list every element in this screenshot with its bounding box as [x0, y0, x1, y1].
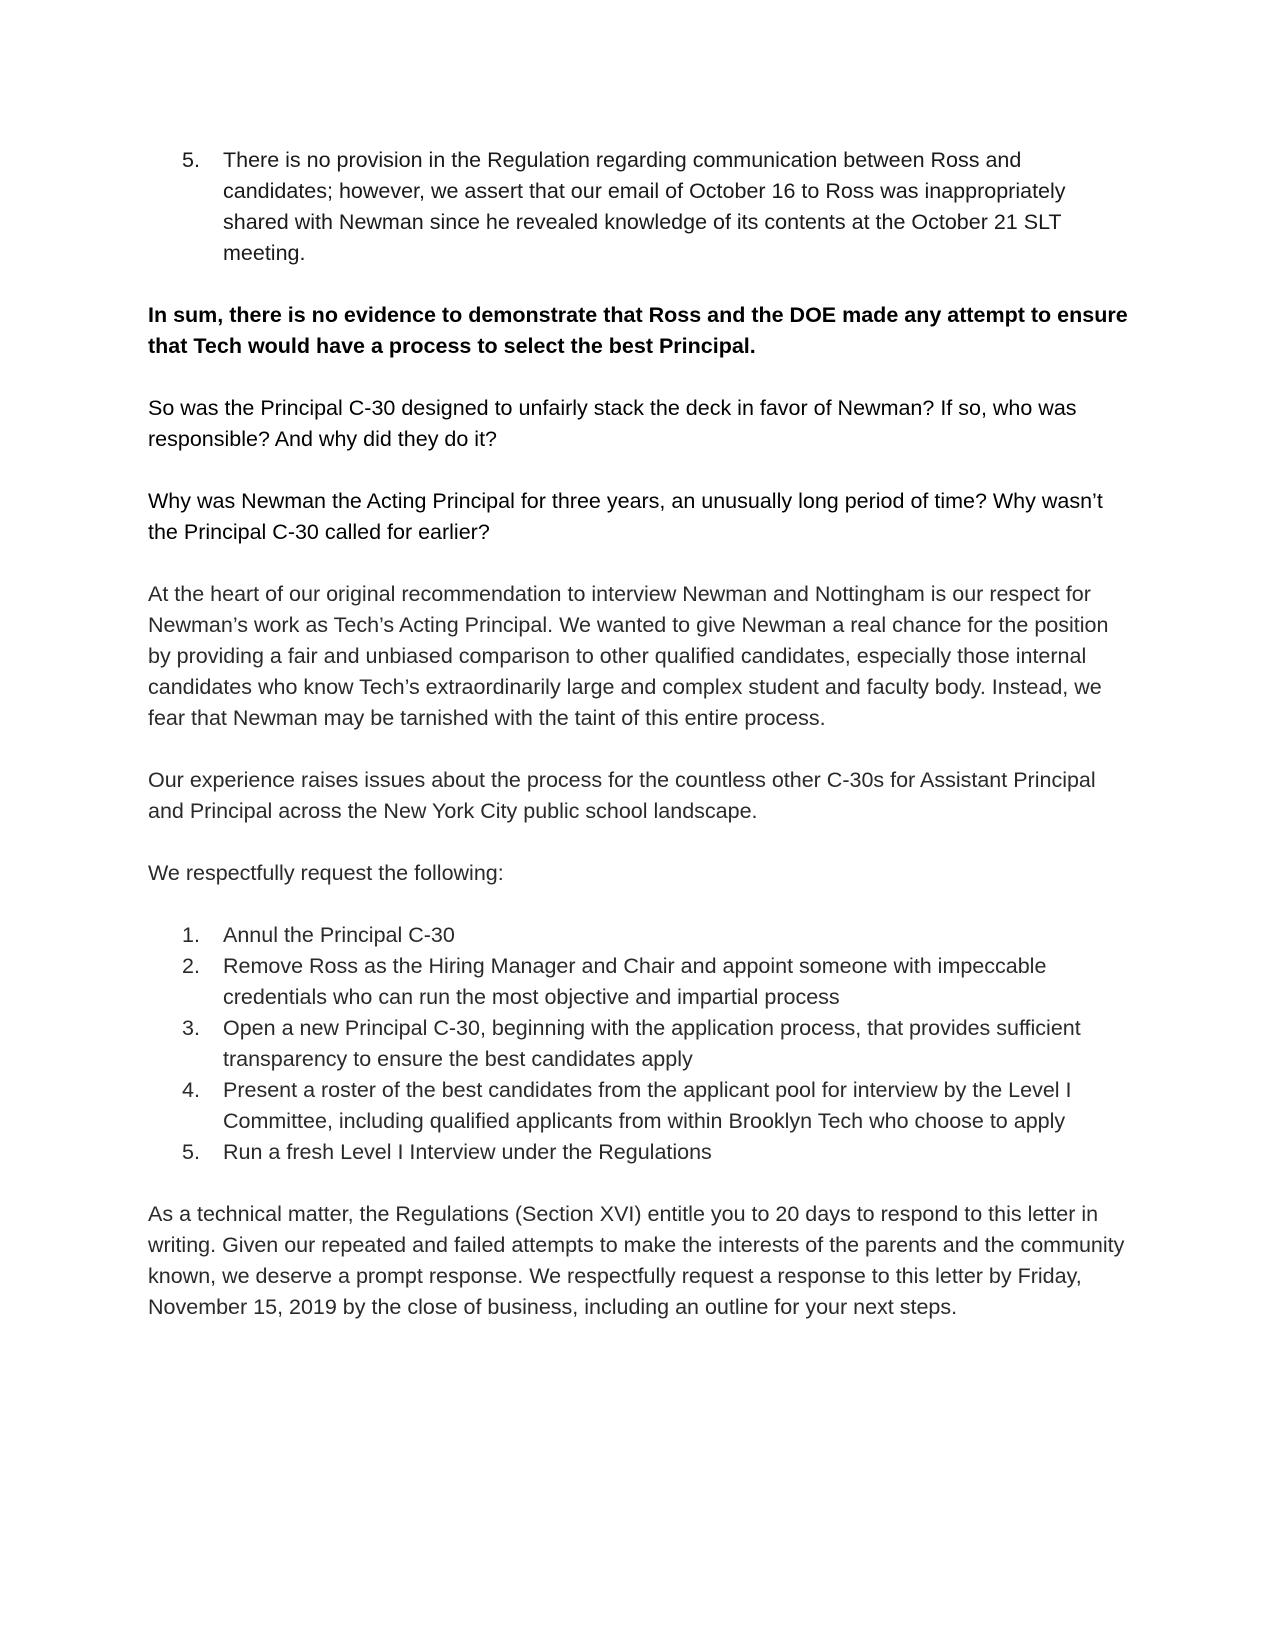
list-item-number: 1.: [182, 923, 200, 947]
list-item-text: Annul the Principal C-30: [223, 923, 455, 947]
list-item-number: 5.: [182, 148, 200, 172]
list-item-text: Open a new Principal C-30, beginning with the application process, that provides sufficient transparency to ensure the best candidates apply: [223, 1016, 1081, 1071]
list-item-number: 5.: [182, 1140, 200, 1164]
list-item: [148, 920, 1128, 951]
continued-numbered-list: [148, 145, 1128, 269]
question-paragraph-2: Why was Newman the Acting Principal for three years, an unusually long period of time? Why wasn’t the Principal C-30 called for earlier?: [148, 489, 1103, 544]
list-item-number: 2.: [182, 954, 200, 978]
list-item: [148, 1137, 1128, 1168]
list-item-text: Remove Ross as the Hiring Manager and Chair and appoint someone with impeccable credentials who can run the most objective and impartial process: [223, 954, 1047, 1009]
request-intro: We respectfully request the following:: [148, 861, 504, 885]
summary-statement: In sum, there is no evidence to demonstrate that Ross and the DOE made any attempt to ensure that Tech would have a process to select the best Principal.: [148, 303, 1128, 358]
list-item-number: 4.: [182, 1078, 200, 1102]
list-item-text: Run a fresh Level I Interview under the Regulations: [223, 1140, 712, 1164]
body-paragraph-heart: At the heart of our original recommendation to interview Newman and Nottingham is our respect for Newman’s work as Tech’s Acting Principal. We wanted to give Newman a real chance for the position by providing a fair and unbiased comparison to other qualified candidates, especially those internal candidates who know Tech’s extraordinarily large and complex student and faculty body. Instead, we fear that Newman may be tarnished with the taint of this entire process.: [148, 582, 1109, 730]
requests-numbered-list: [148, 920, 1128, 1168]
list-item: [148, 1075, 1128, 1137]
body-paragraph-experience: Our experience raises issues about the process for the countless other C-30s for Assistant Principal and Principal across the New York City public school landscape.: [148, 768, 1096, 823]
list-item-text: Present a roster of the best candidates from the applicant pool for interview by the Level I Committee, including qualified applicants from within Brooklyn Tech who choose to apply: [223, 1078, 1072, 1133]
list-item: [148, 145, 1128, 269]
list-item: [148, 1013, 1128, 1075]
list-item-text: There is no provision in the Regulation regarding communication between Ross and candidates; however, we assert that our email of October 16 to Ross was inappropriately shared with Newman since he revealed knowledge of its contents at the October 21 SLT meeting.: [223, 148, 1066, 265]
closing-paragraph: As a technical matter, the Regulations (Section XVI) entitle you to 20 days to respond to this letter in writing. Given our repeated and failed attempts to make the interests of the parents and the community known, we deserve a prompt response. We respectfully request a response to this letter by Friday, November 15, 2019 by the close of business, including an outline for your next steps.: [148, 1202, 1125, 1319]
letter-page: [148, 145, 1128, 1354]
question-paragraph-1: So was the Principal C-30 designed to unfairly stack the deck in favor of Newman? If so, who was responsible? And why did they do it?: [148, 396, 1077, 451]
list-item-number: 3.: [182, 1016, 200, 1040]
list-item: [148, 951, 1128, 1013]
